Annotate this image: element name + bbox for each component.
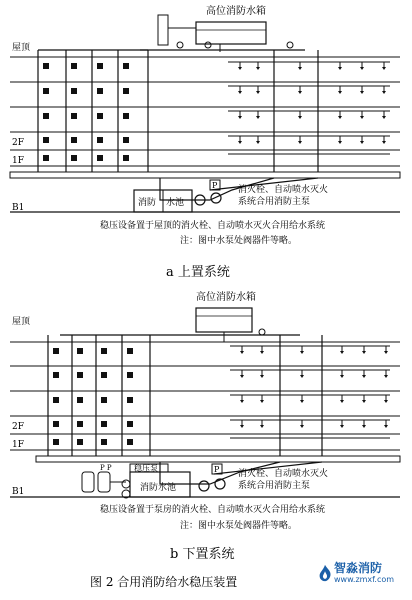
lower-floor-1-label: 1F [12,440,24,450]
lower-double-gauge-label: P P [100,464,112,472]
lower-system-diagram [10,308,400,498]
upper-caption: 稳压设备置于屋顶的消火栓、自动喷水灭火合用给水系统 [100,221,326,231]
upper-main-pipe-note-line-2: 系统合用消防主泵 [238,197,311,207]
upper-gauge-label: P [212,181,218,190]
lower-stabilizer-label: 稳压泵 [134,464,158,473]
lower-hydrant-symbols [53,348,133,445]
upper-note: 注：图中水泵处阀器件等略。 [180,236,298,246]
upper-roof-label: 屋顶 [12,43,31,53]
upper-basement-label: B1 [12,203,25,213]
upper-hydrant-symbols [43,63,129,161]
lower-floor-2-label: 2F [12,422,24,432]
watermark-url: www.zmxf.com [334,575,395,584]
lower-caption: 稳压设备置于泵房的消火栓、自动喷水灭火合用给水系统 [100,505,326,515]
lower-note: 注：图中水泵处阀器件等略。 [180,521,298,531]
upper-floor-1-label: 1F [12,156,24,166]
lower-tank-label: 高位消防水箱 [196,292,256,303]
lower-gauge-label: P [214,465,220,474]
upper-pool-right-label: 水池 [166,198,185,208]
lower-subtitle: b 下置系统 [170,547,235,562]
watermark-brand: 智淼消防 [334,561,383,575]
flame-logo-icon [316,564,334,582]
upper-main-pipe-note-line-1: 消火栓、自动喷水灭火 [238,185,329,195]
watermark [316,562,394,584]
lower-main-pipe-note-line-2: 系统合用消防主泵 [238,481,311,491]
upper-floor-2-label: 2F [12,138,24,148]
lower-main-pipe-note-line-1: 消火栓、自动喷水灭火 [238,469,329,479]
upper-tank-label: 高位消防水箱 [206,6,266,17]
figure-caption: 图 2 合用消防给水稳压装置 [90,575,238,589]
upper-pool-left-label: 消防 [138,198,157,208]
upper-system-diagram [10,15,400,212]
lower-roof-label: 屋顶 [12,317,31,327]
lower-basement-label: B1 [12,487,25,497]
lower-pool-label: 消防水池 [140,483,177,493]
upper-subtitle: a 上置系统 [166,265,230,280]
